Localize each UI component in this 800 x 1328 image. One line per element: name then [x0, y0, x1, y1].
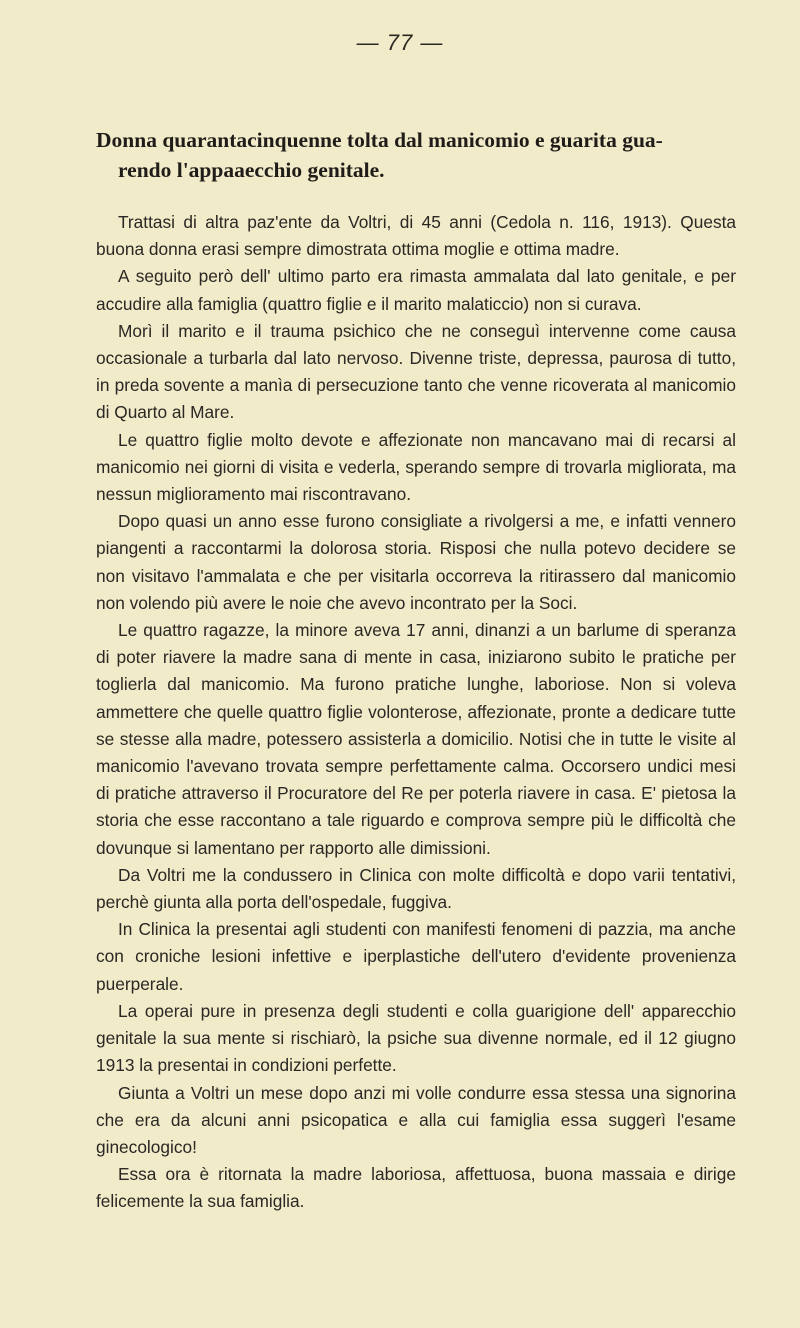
- paragraph-6: Le quattro ragazze, la minore aveva 17 anni, dinanzi a un barlume di speranza di poter riavere la madre sana di mente in casa, iniziarono subito le pratiche per toglierla dal manicomio. Ma furono pratiche lunghe, laboriose. Non si voleva ammettere che quelle quattro figlie volonterose, affezionate, pronte a dedicare tutte se stesse alla madre, potessero assisterla a domicilio. Notisi che in tutte le visite al manicomio l'avevano trovata sempre perfettamente calma. Occorsero undici mesi di pratiche attraverso il Procuratore del Re per poterla riavere in casa. E' pietosa la storia che esse raccontano a tale riguardo e comprova sempre più le difficoltà che dovunque si lamentano per rapporto alle dimissioni.: [96, 620, 736, 858]
- paragraph-2: A seguito però dell' ultimo parto era rimasta ammalata dal lato genitale, e per accudire alla famiglia (quattro figlie e il marito malaticcio) non si curava.: [96, 266, 736, 314]
- paragraph-10: Giunta a Voltri un mese dopo anzi mi volle condurre essa stessa una signorina che era da alcuni anni psicopatica e alla cui famiglia essa suggerì l'esame ginecologico!: [96, 1082, 736, 1157]
- article-title-line-1: Donna quarantacinquenne tolta dal manicomio e guarita gua-: [96, 128, 663, 152]
- paragraph-7: Da Voltri me la condussero in Clinica con molte difficoltà e dopo varii tentativi, perchè giunta alla porta dell'ospedale, fuggiva.: [96, 864, 736, 913]
- paragraph-1: Trattasi di altra paz'ente da Voltri, di 45 anni (Cedola n. 116, 1913). Questa buona donna erasi sempre dimostrata ottima moglie e ottima madre.: [96, 212, 736, 260]
- paragraph-3: Morì il marito e il trauma psichico che ne conseguì intervenne come causa occasionale a turbarla dal lato nervoso. Divenne triste, depressa, paurosa di tutto, in preda sovente a manìa di persecuzione tanto che venne ricoverata al manicomio di Quarto al Mare.: [96, 320, 736, 423]
- paragraph-5: Dopo quasi un anno esse furono consigliate a rivolgersi a me, e infatti vennero piangenti a raccontarmi la dolorosa storia. Risposi che nulla potevo decidere se non visitavo l'ammalata e che per visitarla occorreva la ritirassero dal manicomio non volendo più avere le noie che avevo incontrato per la Soci.: [96, 511, 736, 613]
- paragraph-9: La operai pure in presenza degli studenti e colla guarigione dell' apparecchio genitale la sua mente si rischiarò, la psiche sua divenne normale, ed il 12 giugno 1913 la presentai in condizioni perfette.: [96, 1000, 736, 1076]
- article-title: [96, 125, 736, 185]
- paragraph-11: Essa ora è ritornata la madre laboriosa, affettuosa, buona massaia e dirige felicemente la sua famiglia.: [96, 1164, 736, 1212]
- page-number: — 77 —: [356, 30, 444, 55]
- paragraph-8: In Clinica la presentai agli studenti con manifesti fenomeni di pazzia, ma anche con croniche lesioni infettive e iperplastiche dell'utero d'evidente provenienza puerperale.: [96, 919, 736, 994]
- paragraph-4: Le quattro figlie molto devote e affezionate non mancavano mai di recarsi al manicomio nei giorni di visita e vederla, sperando sempre di trovarla migliorata, ma nessun miglioramento mai riscontravano.: [96, 429, 736, 505]
- article-body: [96, 209, 736, 1216]
- article-title-line-2: rendo l'appaaecchio genitale.: [118, 158, 385, 182]
